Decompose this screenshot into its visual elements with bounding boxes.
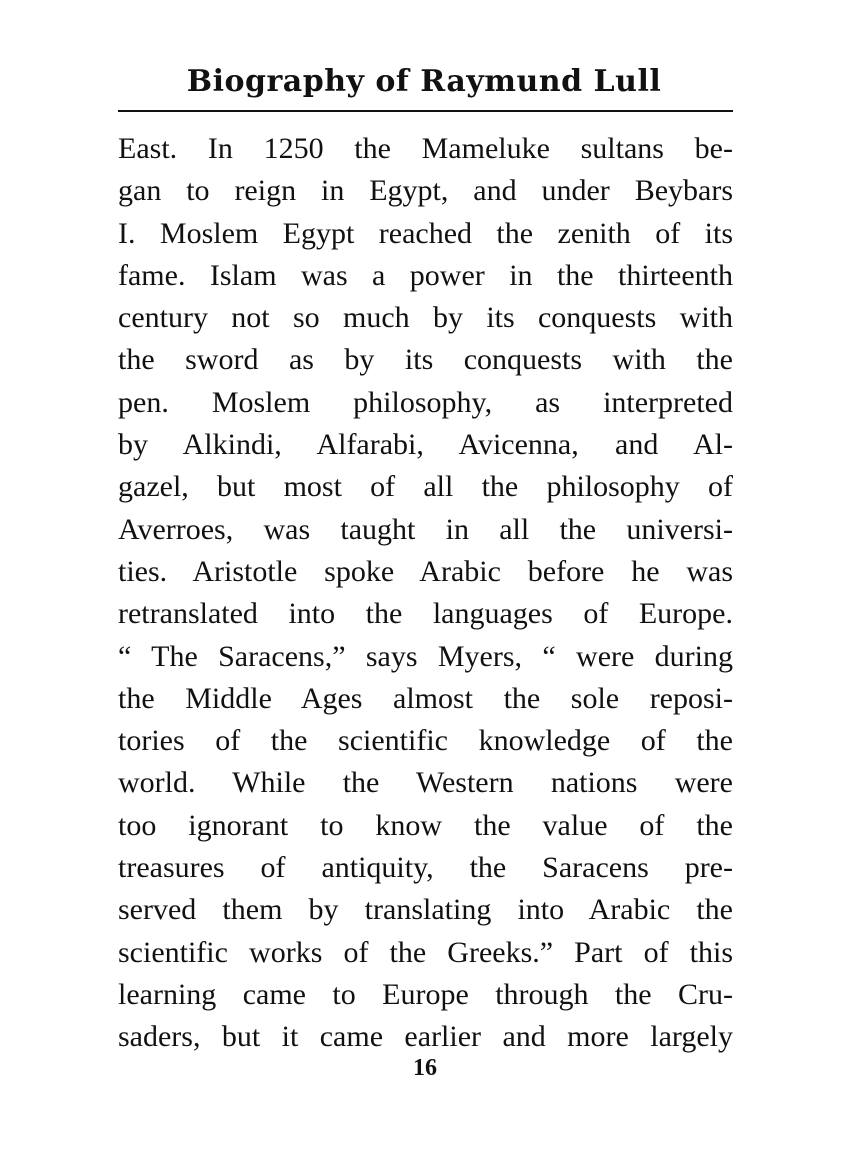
text-line: retranslated into the languages of Europe.: [118, 597, 733, 631]
text-line: “ The Saracens,” says Myers, “ were during: [118, 639, 733, 673]
text-line: tories of the scientific knowledge of the: [118, 724, 733, 758]
text-line: gan to reign in Egypt, and under Beybars: [118, 174, 733, 208]
running-head: Biography of Raymund Lull: [186, 64, 662, 99]
header-rule: [118, 110, 733, 112]
body-text: [118, 128, 733, 1059]
text-line: world. While the Western nations were: [118, 766, 733, 800]
text-line: Averroes, was taught in all the universi-: [118, 512, 733, 546]
text-line: learning came to Europe through the Cru-: [118, 977, 733, 1011]
text-line: pen. Moslem philosophy, as interpreted: [118, 385, 733, 419]
text-line: ties. Aristotle spoke Arabic before he was: [118, 554, 733, 588]
page-number: 16: [413, 1055, 437, 1081]
text-line: I. Moslem Egypt reached the zenith of its: [118, 216, 733, 250]
text-line: East. In 1250 the Mameluke sultans be-: [118, 132, 733, 165]
text-line: treasures of antiquity, the Saracens pre-: [118, 851, 733, 885]
text-line: the Middle Ages almost the sole reposi-: [118, 681, 733, 715]
text-line: fame. Islam was a power in the thirteenth: [118, 258, 733, 292]
text-line: the sword as by its conquests with the: [118, 343, 733, 377]
text-line: too ignorant to know the value of the: [118, 808, 733, 842]
text-line: gazel, but most of all the philosophy of: [118, 470, 733, 504]
text-line: century not so much by its conquests with: [118, 301, 733, 335]
text-line: by Alkindi, Alfarabi, Avicenna, and Al-: [118, 428, 733, 462]
text-line: served them by translating into Arabic the: [118, 893, 733, 927]
text-line: saders, but it came earlier and more largely: [118, 1020, 733, 1054]
text-line: scientific works of the Greeks.” Part of this: [118, 935, 733, 969]
